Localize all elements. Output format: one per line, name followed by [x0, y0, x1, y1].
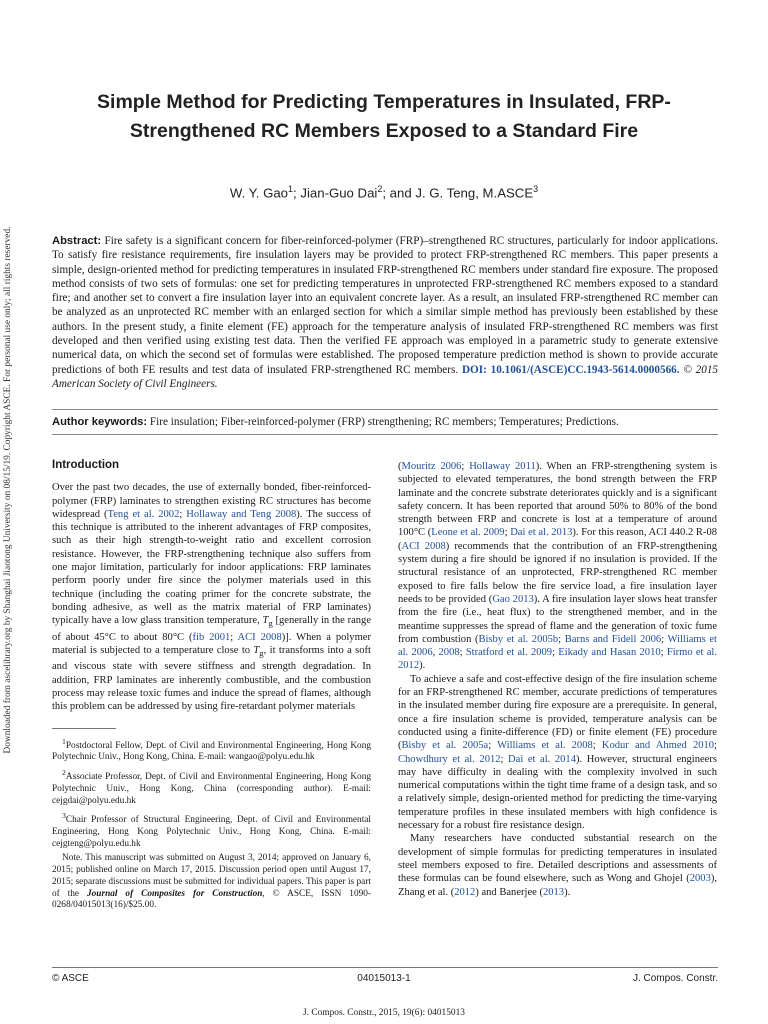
paragraph-text: ), Zhang et al. (	[398, 873, 717, 898]
paragraph-text: ;	[714, 740, 717, 752]
paragraph-text: ;	[504, 527, 511, 539]
paragraph-text: ;	[552, 647, 559, 659]
intro-paragraph-left	[52, 481, 371, 713]
reference-link[interactable]: Hollaway and Teng 2008	[186, 508, 297, 520]
paragraph-text: , it transforms into a soft and viscous state with severe stiffness and strength degradation. In addition, FRP laminates are inherently combustible, and the combustion process may release toxic fumes and induce the spread of flames, although this problem can be addressed by using fire-retardant polymer materials	[52, 644, 371, 713]
abstract-label: Abstract:	[52, 235, 102, 247]
footnotes	[52, 736, 371, 851]
reference-link[interactable]: Dai et al. 2013	[510, 527, 573, 539]
note-issn: , © ASCE, ISSN 1090-0268/04015013(16)/$25.00.	[52, 888, 371, 911]
paragraph-text: ). The success of this technique is attributed to the inherent advantages of FRP composites, such as their high strength-to-weight ratio and excellent corrosion resistance. However, the FRP-strengthening technique also suffers from one major limitation, particularly for indoor applications: FRP laminates perform poorly under fire since the polymer materials used in this technique (including the coating primer for the concrete substrate, the bonding adhesive, as well as the matrix material of FRP laminates) typically have a low glass transition temperature,	[52, 508, 372, 627]
reference-link[interactable]: Hollaway 2011	[469, 461, 536, 472]
doi-link[interactable]: 10.1061/(ASCE)CC.1943-5614.0000566.	[490, 363, 680, 376]
footer-copyright: © ASCE	[52, 973, 89, 984]
footnote-rule	[52, 728, 116, 729]
reference-link[interactable]: Kodur and Ahmed 2010	[601, 740, 715, 752]
paragraph-text: (	[398, 461, 402, 472]
footnote	[52, 767, 371, 807]
paragraph-text: ;	[488, 740, 498, 752]
abstract-text: Fire safety is a significant concern for fiber-reinforced-polymer (FRP)–strengthened RC structures, particularly for indoor applications. To satisfy fire resistance requirements, fire insulation layers may be provided to protect FRP-strengthened RC members. This paper presents a simple, design-oriented method for predicting temperatures in insulated FRP-strengthened RC members under standard fire exposure. The proposed method consists of two sets of formulas: one set for predicting temperatures in unprotected FRP-strengthened RC members exposed to a standard fire; and another set to convert a fire insulation layer into an equivalent concrete layer. As a result, an insulated FRP-strengthened RC member can be analyzed as an unprotected RC member with an enlarged section for which a similar simple method has previously been established by these authors. In the present study, a finite element (FE) approach for the temperature analysis of insulated FRP-strengthened RC members was first developed and then verified using existing test data. Then the verified FE approach was employed in a parametric study to generate extensive numerical data, on which the second set of formulas were established. The proposed temperature prediction method is shown to provide accurate predictions of both FE results and test data of insulated FRP-strengthened RC members.	[52, 235, 718, 376]
intro-paragraph-right-3	[398, 832, 717, 898]
reference-link[interactable]: fib 2001	[192, 631, 231, 643]
reference-link[interactable]: Dai et al. 2014	[508, 753, 576, 765]
keywords-top-rule	[52, 409, 718, 410]
author-affiliation-marker: 2	[377, 184, 383, 194]
author-name: W. Y. Gao	[229, 185, 289, 201]
footnote-text: Associate Professor, Dept. of Civil and Environmental Engineering, Hong Kong Polytechnic Univ., Hong Kong, China (corresponding author). E-mail: cejgdai@polyu.edu.hk	[52, 772, 371, 806]
author-keywords	[52, 415, 718, 429]
paragraph-text: ;	[660, 647, 667, 659]
math-symbol: g	[259, 648, 264, 659]
author-list	[40, 184, 728, 200]
author-separator: ;	[293, 185, 301, 201]
reference-link[interactable]: Chowdhury et al. 2012	[398, 753, 501, 765]
abstract	[52, 234, 718, 391]
paragraph-text: ;	[558, 633, 565, 645]
paper-title: Simple Method for Predicting Temperatures in Insulated, FRP-Strengthened RC Members Exposed to a Standard Fire	[97, 91, 671, 142]
note-text: Note. This manuscript was submitted on August 3, 2014; approved on January 6, 2015; published online on March 17, 2015. Discussion period open until August 17, 2015; separate discussions must be submitted for individual papers. This paper is part of the	[52, 853, 371, 899]
paragraph-text: )]. When a polymer material is subjected to a temperature close to	[52, 631, 371, 656]
paragraph-text: Many researchers have conducted substantial research on the development of simple formulas for predicting temperatures in insulated steel members exposed to fire. Detailed descriptions and assessments of these formulas can be found elsewhere, such as Wong and Ghojel (	[398, 833, 717, 885]
keywords-label: Author keywords:	[52, 416, 148, 428]
download-notice-text: Downloaded from ascelibrary.org by Shanghai Jiaotong University on 08/15/19. Copyright ASCE. For personal use only; all rights reserved.	[3, 226, 13, 754]
paragraph-text: ) and Banerjee (	[475, 886, 543, 898]
reference-link[interactable]: Mouritz 2006	[401, 461, 462, 472]
footer-journal: J. Compos. Constr.	[632, 973, 718, 984]
doi-label: DOI:	[461, 363, 487, 376]
paragraph-text: Over the past two decades, the use of externally bonded, fiber-reinforced-polymer (FRP) laminates to strengthen existing RC structures has become widespread (	[52, 482, 371, 520]
math-symbol: T	[253, 644, 260, 656]
footer-page-id: 04015013-1	[357, 973, 411, 984]
reference-link[interactable]: Gao 2013	[492, 593, 534, 605]
paragraph-text: ). A fire insulation layer slows heat transfer from the fire (i.e., heat flux) to the strengthened member, and in the meantime suppresses the spread of flame and the generation of toxic fume from combustion (	[398, 593, 717, 645]
manuscript-note	[52, 853, 371, 912]
author-name: J. G. Teng, M.ASCE	[415, 185, 534, 201]
paragraph-text: ;	[230, 631, 238, 643]
abstract-copyright: © 2015 American Society of Civil Engineers.	[52, 363, 719, 390]
paragraph-text: ,	[432, 647, 439, 659]
reference-link[interactable]: 2013	[542, 886, 565, 898]
reference-link[interactable]: 2003	[689, 873, 711, 885]
footnote-text: Postdoctoral Fellow, Dept. of Civil and Environmental Engineering, Hong Kong Polytechnic Univ., Hong Kong, China. E-mail: wangao@polyu.edu.hk	[52, 740, 371, 763]
footnote	[52, 736, 371, 765]
reference-link[interactable]: Leone et al. 2009	[431, 527, 505, 539]
journal-name: Journal of Composites for Construction	[87, 888, 263, 899]
reference-link[interactable]: Stratford et al. 2009	[465, 647, 553, 659]
paragraph-text: ;	[459, 647, 466, 659]
paragraph-text: ).	[419, 660, 426, 672]
paragraph-text: ;	[661, 633, 668, 645]
citation-line: J. Compos. Constr., 2015, 19(6): 04015013	[303, 1008, 465, 1018]
paragraph-text: ;	[461, 461, 470, 472]
paragraph-text: To achieve a safe and cost-effective design of the fire insulation scheme for an FRP-strengthened RC member, accurate predictions of temperatures in the insulated member during fire exposure are a prerequisite. In general, once a fire insulation scheme is provided, temperature analysis can be conducted using a finite-difference (FD) or finite element (FE) procedure (	[398, 673, 717, 752]
paragraph-text: ) recommends that the contribution of an FRP-strengthening system during a fire should be ignored if no insulation is provided. If the structural resistance of an unprotected, FRP-strengthened RC member exposed to fire falls below the fire service load, a fire insulation layer needs to be provided (	[398, 540, 717, 605]
section-heading-introduction: Introduction	[52, 459, 120, 471]
footer-rule	[52, 967, 718, 968]
paragraph-text: ). For this reason, ACI 440.2 R-08 (	[398, 527, 717, 552]
footnote-marker: 2	[62, 768, 66, 778]
keywords-bottom-rule	[52, 434, 718, 435]
reference-link[interactable]: Teng et al. 2002	[107, 508, 180, 520]
reference-link[interactable]: Bisby et al. 2005a	[401, 740, 489, 752]
paragraph-text: ). When an FRP-strengthening system is subjected to elevated temperatures, the bond strength between the FRP laminate and the concrete substrate deteriorates quickly and is a significant safety concern. It has been reported that around 50% to 80% of the bond strength between FRP and concrete is lost at a temperature of around 100°C (	[398, 461, 717, 539]
reference-link[interactable]: Barns and Fidell 2006	[564, 633, 662, 645]
intro-paragraph-right-1	[398, 460, 717, 673]
reference-link[interactable]: Williams et al. 2006	[398, 633, 717, 659]
download-notice	[1, 210, 15, 770]
reference-link[interactable]: ACI 2008	[401, 540, 446, 552]
right-column	[398, 460, 717, 899]
reference-link[interactable]: Bisby et al. 2005b	[478, 633, 559, 645]
author-name: Jian-Guo Dai	[300, 185, 378, 201]
intro-paragraph-right-2	[398, 673, 717, 833]
footnote	[52, 810, 371, 850]
reference-link[interactable]: Williams et al. 2008	[497, 740, 593, 752]
paragraph-text: ).	[564, 886, 571, 898]
author-affiliation-marker: 1	[288, 184, 294, 194]
math-symbol: T	[262, 615, 269, 627]
paragraph-text: [generally in the range of about 45°C to about 80°C (	[52, 615, 371, 643]
left-column	[52, 458, 371, 915]
math-symbol: g	[268, 618, 273, 629]
reference-link[interactable]: ACI 2008	[237, 631, 282, 643]
reference-link[interactable]: 2012	[454, 886, 476, 898]
reference-link[interactable]: Firmo et al. 2012	[398, 647, 718, 672]
keywords-text: Fire insulation; Fiber-reinforced-polymer (FRP) strengthening; RC members; Temperatures; Predictions.	[147, 416, 619, 428]
footnote-text: Chair Professor of Structural Engineering, Dept. of Civil and Environmental Engineering, Hong Kong Polytechnic Univ., Hong Kong, China. E-mail: cejgteng@polyu.edu.hk	[52, 815, 371, 849]
paragraph-text: ). However, structural engineers may have difficulty in dealing with the complexity involved in such numerical computations within the tight time frame of a design task, and so a relatively simple, design-oriented method for predicting the time-varying temperature profiles in these insulated members with high confidence is necessary for a robust fire resistance design.	[398, 753, 717, 832]
paragraph-text: ;	[179, 508, 187, 520]
reference-link[interactable]: Eikady and Hasan 2010	[558, 647, 661, 659]
author-affiliation-marker: 3	[533, 184, 539, 194]
footnote-marker: 3	[62, 811, 66, 821]
author-separator: ; and	[382, 185, 416, 201]
footnote-marker: 1	[62, 736, 66, 746]
paragraph-text: ;	[592, 740, 602, 752]
paragraph-text: ;	[500, 753, 509, 765]
reference-link[interactable]: 2008	[438, 647, 460, 659]
